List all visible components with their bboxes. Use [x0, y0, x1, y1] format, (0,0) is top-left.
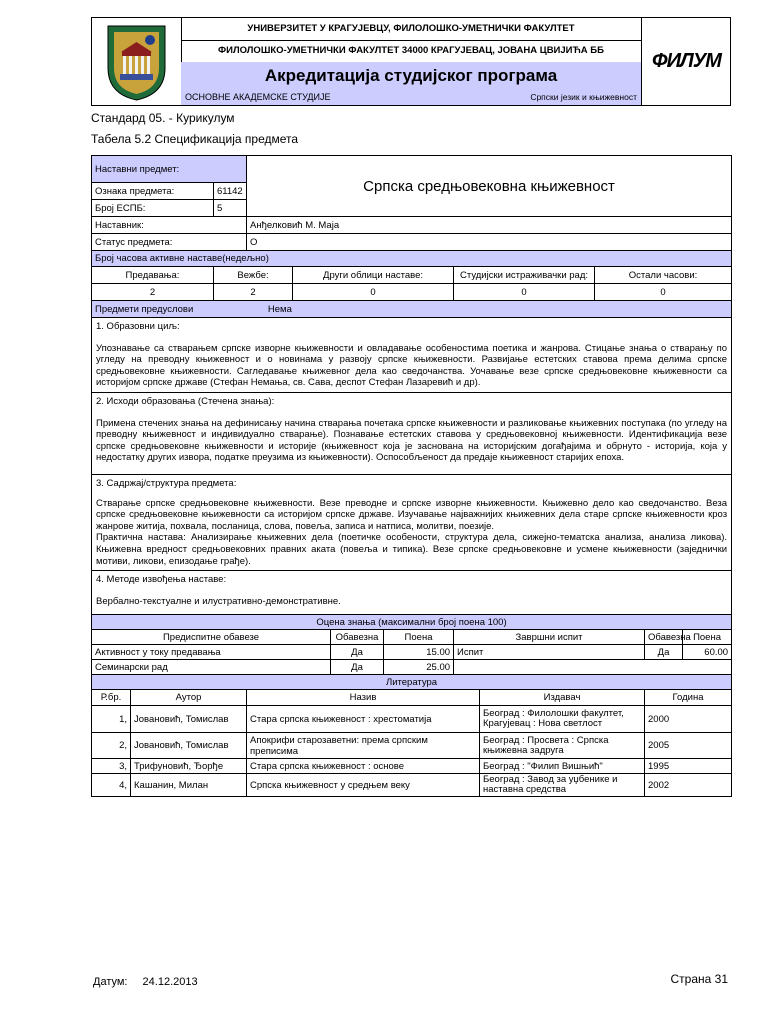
faculty-address: ФИЛОЛОШКО-УМЕТНИЧКИ ФАКУЛТЕТ 34000 КРАГУЈЕВАЦ, ЈОВАНА ЦВИЈИЋА ББ: [181, 40, 641, 63]
literature-publisher: Београд : Филолошки факултет, Крагујевац : Нова светлост: [480, 706, 645, 733]
grading-empty: [454, 660, 732, 675]
methods-section: [92, 571, 732, 615]
code-label: Ознака предмета:: [92, 183, 214, 200]
course-title: Српска средњовековна књижевност: [247, 156, 732, 217]
grading-header: Обавезна: [331, 630, 384, 645]
literature-author: Јовановић, Томислав: [131, 706, 247, 733]
prerequisites-label: Предмети предуслови: [95, 303, 194, 315]
goal-title: 1. Образовни циљ:: [96, 321, 180, 332]
literature-header: Р.бр.: [92, 690, 131, 706]
content-row: [92, 474, 732, 570]
content-section: [92, 474, 732, 570]
literature-publisher: Београд : Завод за уџбенике и наставна средства: [480, 774, 645, 797]
literature-header: Издавач: [480, 690, 645, 706]
literature-author: Трифуновић, Ђорђе: [131, 759, 247, 774]
final-required: Да: [645, 645, 683, 660]
grading-title-row: [92, 615, 732, 630]
goal-row: [92, 318, 732, 393]
hours-title-row: [92, 251, 732, 267]
hours-header: Други облици наставе:: [293, 267, 454, 284]
course-subject-row: [92, 156, 732, 183]
literature-year: 2002: [645, 774, 732, 797]
study-program: Српски језик и књижевност: [530, 92, 637, 102]
literature-title-row: [92, 675, 732, 690]
grading-header: Обавезна: [645, 630, 683, 645]
literature-header: Година: [645, 690, 732, 706]
status-value: О: [247, 234, 732, 251]
brand-logo: [641, 18, 731, 105]
header-center: [181, 18, 641, 105]
grading-header: Предиспитне обавезе: [92, 630, 331, 645]
teacher-name: Анђелковић М. Маја: [247, 217, 732, 234]
coat-of-arms-icon: [92, 18, 181, 105]
grading-row: [92, 660, 732, 675]
grading-points: 25.00: [384, 660, 454, 675]
outcomes-section: [92, 392, 732, 474]
grading-header: Поена: [683, 630, 732, 645]
content-title: 3. Садржај/структура предмета:: [96, 477, 237, 489]
goal-section: [92, 318, 732, 393]
content-text-practical: Практична настава: Анализирање књижевних дела (поетичке особености, структура дела, сижејно-тематска анализа, анализа ликова). Књижевна вредност средњовековних правних аката (повеља и типика). Везе српске средњовековне и усмене књижевности (заједнички мотиви, ликови, епизодање грађе).: [96, 532, 728, 567]
hours-value: 0: [293, 284, 454, 301]
hours-value: 0: [454, 284, 595, 301]
literature-name: Стара српска књижевност : основе: [247, 759, 480, 774]
ects-label: Број ЕСПБ:: [92, 200, 214, 217]
grading-item: Активност у току предавања: [92, 645, 331, 660]
literature-header-row: [92, 690, 732, 706]
final-exam: Испит: [454, 645, 645, 660]
literature-year: 2005: [645, 733, 732, 759]
hours-value: 2: [214, 284, 293, 301]
hours-value-row: [92, 284, 732, 301]
literature-row: [92, 733, 732, 759]
brand-text: ФИЛУМ: [652, 50, 721, 72]
literature-title: Литература: [92, 675, 732, 690]
methods-text: Вербално-текстуалне и илустративно-демонстративне.: [96, 595, 341, 607]
hours-value: 2: [92, 284, 214, 301]
hours-value: 0: [595, 284, 732, 301]
goal-text: Упознавање са стварањем српске изворне књижевности и овладавање особеностима поетика и жанрова. Стицање знања о стварању по угледу на преводну књижевност и о новинама у развоју српске књижевности. Развијање естетских ставова према делима српске средњовековне књижевности. Сагледавање књижевног дела као сведочанства. Уочавање везе српске средњовековне књижевности са историјом српске државе (Стефан Немања, св. Сава, деспот Стефан Лазаревић и др).: [96, 342, 728, 389]
final-points: 60.00: [683, 645, 732, 660]
prerequisites-cell: [92, 301, 732, 318]
outcomes-title: 2. Исходи образовања (Стечена знања):: [96, 395, 275, 407]
ects-value: 5: [214, 200, 247, 217]
literature-header: Аутор: [131, 690, 247, 706]
methods-row: [92, 571, 732, 615]
literature-publisher: Београд : Просвета : Српска књижевна задруга: [480, 733, 645, 759]
literature-author: Јовановић, Томислав: [131, 733, 247, 759]
hours-label: Број часова активне наставе(недељно): [92, 251, 732, 267]
prerequisites-value: Нема: [267, 303, 292, 315]
methods-title: 4. Методе извођења наставе:: [96, 574, 227, 586]
table-caption: Табела 5.2 Спецификација предмета: [91, 132, 299, 146]
hours-header: Остали часови:: [595, 267, 732, 284]
grading-points: 15.00: [384, 645, 454, 660]
prerequisites-row: [92, 301, 732, 318]
literature-year: 2000: [645, 706, 732, 733]
grading-header: Поена: [384, 630, 454, 645]
literature-row: [92, 706, 732, 733]
literature-number: 2,: [92, 733, 131, 759]
literature-name: Апокрифи старозаветни: према српским преписима: [247, 733, 480, 759]
hours-header: Предавања:: [92, 267, 214, 284]
university-name: УНИВЕРЗИТЕТ У КРАГУЈЕВЦУ, ФИЛОЛОШКО-УМЕТНИЧКИ ФАКУЛТЕТ: [181, 18, 641, 41]
hours-header: Студијски истраживачки рад:: [454, 267, 595, 284]
accreditation-banner: [181, 62, 641, 105]
teacher-row: [92, 217, 732, 234]
content-text: Стварање српске средњовековне књижевности. Везе преводне и српске изворне књижевности. Књижевно дело као сведочанство. Веза српске средњовековне књижевности са историјом српске државе. Изучавање најважнијих књижевних дела старе српске књижевности кроз жанрове житија, похвала, посланица, слова, повеља, записа и натписа, молитви, поезије.: [96, 497, 728, 532]
page-number: Страна 31: [670, 972, 728, 986]
footer-date: [93, 976, 198, 988]
literature-name: Српска књижевност у средњем веку: [247, 774, 480, 797]
literature-number: 1,: [92, 706, 131, 733]
literature-number: 3,: [92, 759, 131, 774]
course-code: 61142: [214, 183, 247, 200]
grading-header: Завршни испит: [454, 630, 645, 645]
grading-header-row: [92, 630, 732, 645]
status-label: Статус предмета:: [92, 234, 247, 251]
grading-required: Да: [331, 660, 384, 675]
literature-name: Стара српска књижевност : хрестоматија: [247, 706, 480, 733]
grading-row: [92, 645, 732, 660]
grading-item: Семинарски рад: [92, 660, 331, 675]
standard-label: Стандард 05. - Курикулум: [91, 111, 235, 125]
status-row: [92, 234, 732, 251]
grading-required: Да: [331, 645, 384, 660]
outcomes-row: [92, 392, 732, 474]
date-value: 24.12.2013: [142, 976, 198, 988]
literature-header: Назив: [247, 690, 480, 706]
literature-author: Кашанин, Милан: [131, 774, 247, 797]
literature-row: [92, 759, 732, 774]
course-specification-table: [91, 155, 732, 797]
date-label: Датум:: [93, 976, 128, 988]
literature-row: [92, 774, 732, 797]
document-header: [91, 17, 731, 106]
hours-header-row: [92, 267, 732, 284]
literature-year: 1995: [645, 759, 732, 774]
university-logo: [92, 18, 182, 105]
literature-number: 4,: [92, 774, 131, 797]
outcomes-text: Примена стечених знања на дефинисању начина стварања почетака српске књижевности и разликовање књижевних поступака (по угледу на преводну књижевност и индивидуално стварање). Познавање естетских ставова у средњовековној књижевности. Идентификација везе српске средњовековне књижевности и историје (књижевност која је заснована на историјским догађајима и обрнуто - историја, која у недостатку других извора, податке преузима из књижевности). Оспособљеност да предаје књижевност старијих епоха.: [96, 417, 728, 464]
study-level: ОСНОВНЕ АКАДЕМСКЕ СТУДИЈЕ: [185, 92, 331, 102]
hours-header: Вежбе:: [214, 267, 293, 284]
document-title: Акредитација студијског програма: [264, 66, 558, 85]
literature-publisher: Београд : "Филип Вишњић": [480, 759, 645, 774]
teacher-label: Наставник:: [92, 217, 247, 234]
grading-title: Оцена знања (максимални број поена 100): [92, 615, 732, 630]
subject-label: Наставни предмет:: [92, 156, 247, 183]
